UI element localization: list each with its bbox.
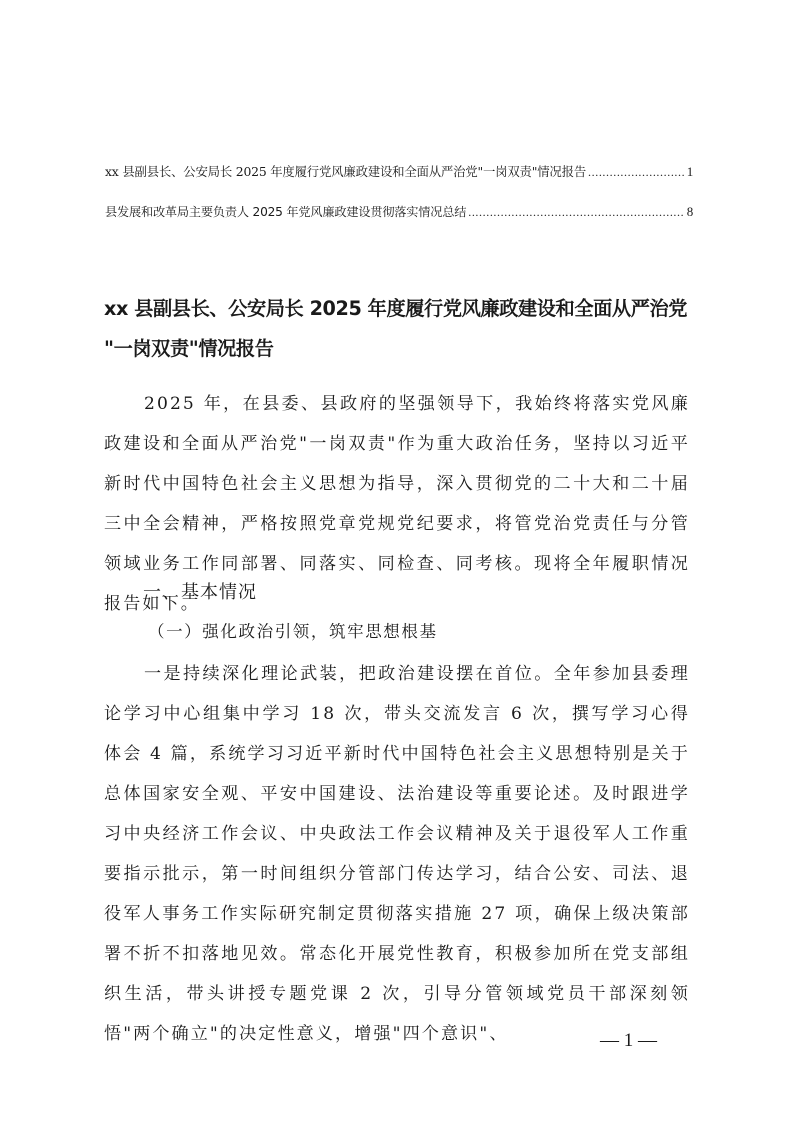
subsection-heading: （一）强化政治引领，筑牢思想根基 — [148, 622, 438, 641]
body-paragraph: 一是持续深化理论武装，把政治建设摆在首位。全年参加县委理论学习中心组集中学习 18 次，带头交流发言 6 次，撰写学习心得体会 4 篇，系统学习习近平新时代中国特色社会主义思想特别是关于总体国家安全观、平安中国建设、法治建设等重要论述。及时跟进学习中央经济工作会议、中央政法工作会议精神及关于退役军人工作重要指示批示，第一时间组织分管部门传达学习，结合公安、司法、退役军人事务工作实际研究制定贯彻落实措施 27 项，确保上级决策部署不折不扣落地见效。常态化开展党性教育，积极参加所在党支部组织生活，带头讲授专题党课 2 次，引导分管领域党员干部深刻领悟"两个确立"的决定性意义，增强"四个意识"、 — [104, 664, 690, 1044]
page-number: — 1 — — [600, 1030, 657, 1051]
toc-entry-title: xx 县副县长、公安局长 2025 年度履行党风廉政建设和全面从严治党"一岗双责"情况报告 — [105, 164, 587, 179]
toc-entry[interactable] — [105, 162, 693, 182]
toc-entry[interactable] — [105, 203, 693, 223]
document-title-line-2: "一岗双责"情况报告 — [104, 337, 274, 360]
toc-leader-dots — [588, 165, 685, 180]
toc-entry-page: 8 — [686, 204, 693, 219]
toc-leader-dots — [468, 205, 684, 220]
document-title-line-1: xx 县副县长、公安局长 2025 年度履行党风廉政建设和全面从严治党 — [104, 297, 688, 320]
toc-entry-title: 县发展和改革局主要负责人 2025 年党风廉政建设贯彻落实情况总结 — [105, 205, 467, 219]
section-heading: 一、基本情况 — [143, 582, 257, 603]
intro-paragraph: 2025 年，在县委、县政府的坚强领导下，我始终将落实党风廉政建设和全面从严治党"一岗双责"作为重大政治任务，坚持以习近平新时代中国特色社会主义思想为指导，深入贯彻党的二十大和二十届三中全会精神，严格按照党章党规党纪要求，将管党治党责任与分管领域业务工作同部署、同落实、同检查、同考核。现将全年履职情况报告如下。 — [104, 394, 690, 614]
toc-entry-page: 1 — [686, 164, 693, 179]
